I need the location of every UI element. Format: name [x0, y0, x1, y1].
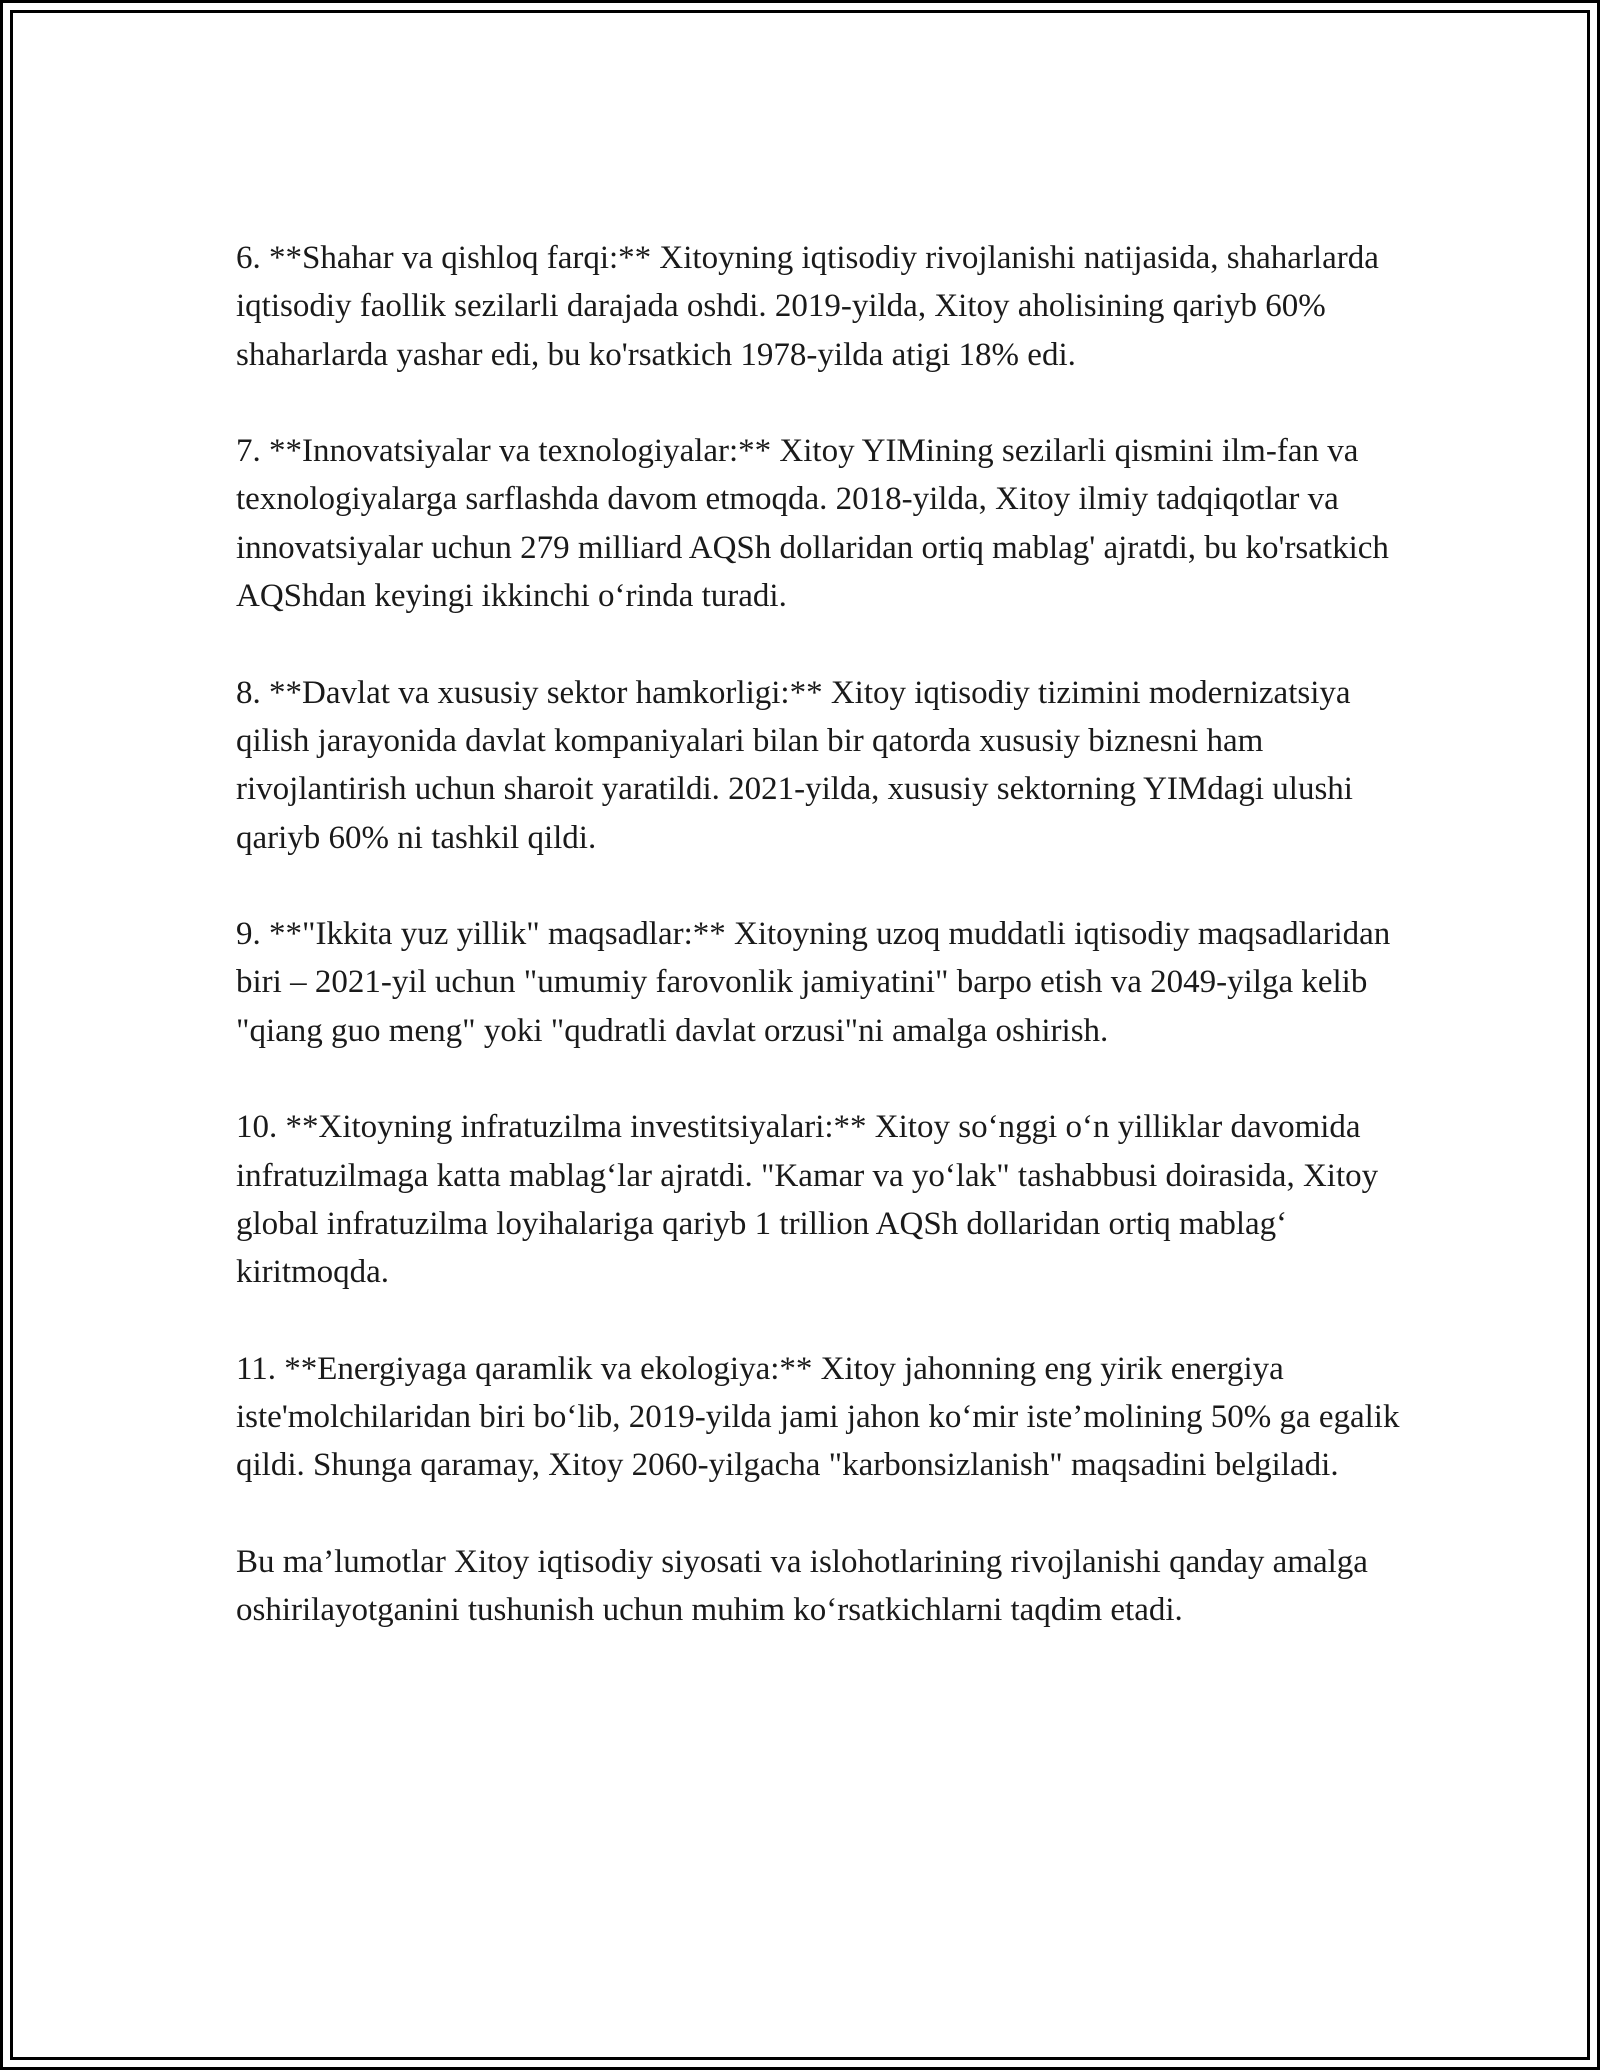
paragraph-public-private: 8. **Davlat va xususiy sektor hamkorligi:** Xitoy iqtisodiy tizimini modernizatsiya qilish jarayonida davlat kompaniyalari bilan bir qatorda xususiy biznesni ham rivojlantirish uchun sharoit yaratildi. 2021-yilda, xususiy sektorning YIMdagi ulushi qariyb 60% ni tashkil qildi. [236, 674, 1353, 856]
paragraph-two-centenary-goals: 9. **"Ikkita yuz yillik" maqsadlar:** Xitoyning uzoq muddatli iqtisodiy maqsadlaridan biri – 2021-yil uchun "umumiy farovonlik jamiyatini" barpo etish va 2049-yilga kelib "qiang guo meng" yoki "qudratli davlat orzusi"ni amalga oshirish. [236, 916, 1391, 1049]
paragraph-urban-rural: 6. **Shahar va qishloq farqi:** Xitoyning iqtisodiy rivojlanishi natijasida, shaharlarda iqtisodiy faollik sezilarli darajada oshdi. 2019-yilda, Xitoy aholisining qariyb 60% shaharlarda yashar edi, bu ko'rsatkich 1978-yilda atigi 18% edi. [236, 240, 1379, 373]
paragraph-energy-ecology: 11. **Energiyaga qaramlik va ekologiya:** Xitoy jahonning eng yirik energiya iste'molchilaridan biri bo‘lib, 2019-yilda jami jahon ko‘mir iste’molining 50% ga egalik qildi. Shunga qaramay, Xitoy 2060-yilgacha "karbonsizlanish" maqsadini belgiladi. [236, 1350, 1400, 1484]
document-body [236, 234, 1406, 1635]
paragraph-conclusion: Bu ma’lumotlar Xitoy iqtisodiy siyosati va islohotlarining rivojlanishi qanday amalga oshirilayotganini tushunish uchun muhim ko‘rsatkichlarni taqdim etadi. [236, 1544, 1368, 1629]
paragraph-innovation: 7. **Innovatsiyalar va texnologiyalar:** Xitoy YIMining sezilarli qismini ilm-fan va texnologiyalarga sarflashda davom etmoqda. 2018-yilda, Xitoy ilmiy tadqiqotlar va innovatsiyalar uchun 279 milliard AQSh dollaridan ortiq mablag' ajratdi, bu ko'rsatkich AQShdan keyingi ikkinchi o‘rinda turadi. [236, 433, 1389, 615]
paragraph-infrastructure: 10. **Xitoyning infratuzilma investitsiyalari:** Xitoy so‘nggi o‘n yilliklar davomida infratuzilmaga katta mablag‘lar ajratdi. "Kamar va yo‘lak" tashabbusi doirasida, Xitoy global infratuzilma loyihalariga qariyb 1 trillion AQSh dollaridan ortiq mablag‘ kiritmoqda. [236, 1109, 1379, 1291]
